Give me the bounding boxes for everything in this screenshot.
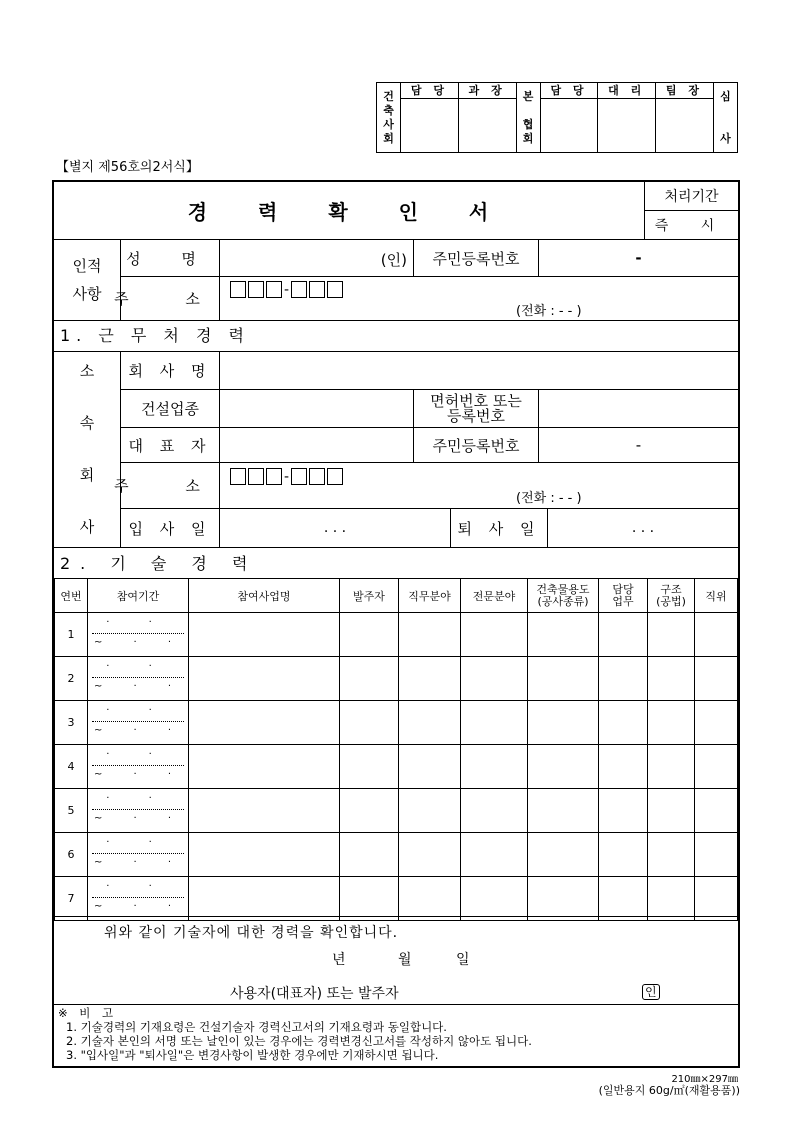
- period-start: · ·: [106, 881, 170, 892]
- address-label: 주 소: [114, 290, 226, 308]
- processing-period-label: 처리기간: [664, 189, 719, 205]
- job-field[interactable]: [399, 745, 461, 789]
- period-start: · ·: [106, 793, 170, 804]
- table-row: [55, 833, 738, 877]
- job-field[interactable]: [399, 789, 461, 833]
- participation-period-field[interactable]: [88, 833, 189, 877]
- company-address-label: 주 소: [114, 477, 226, 495]
- name-seal: (인): [380, 251, 407, 269]
- structure-field[interactable]: [648, 877, 695, 921]
- duty-field[interactable]: [599, 789, 648, 833]
- approval-header: 담 당: [401, 83, 459, 99]
- structure-field[interactable]: [648, 657, 695, 701]
- client-field[interactable]: [340, 789, 399, 833]
- period-end: ~ · ·: [94, 637, 186, 648]
- seal-icon: 인: [642, 984, 660, 1000]
- building-use-field[interactable]: [528, 789, 599, 833]
- position-field[interactable]: [695, 657, 738, 701]
- zip-dash: -: [284, 281, 290, 298]
- project-name-field[interactable]: [189, 789, 340, 833]
- confirm-seal[interactable]: [642, 982, 660, 1000]
- representative-label: 대 표 자: [128, 436, 212, 455]
- position-field[interactable]: [695, 745, 738, 789]
- building-use-field[interactable]: [528, 701, 599, 745]
- zip-code-field[interactable]: [230, 281, 345, 298]
- duty-field[interactable]: [599, 701, 648, 745]
- approval-box: [376, 82, 738, 153]
- col-header: 직무분야: [399, 579, 461, 613]
- note-item: 2. 기술자 본인의 서명 또는 날인이 있는 경우에는 경력변경신고서를 작성하지 않아도 됩니다.: [66, 1034, 532, 1048]
- section1-title: 1. 근 무 처 경 력: [60, 326, 250, 345]
- col-header: 건축물용도 (공사종류): [528, 579, 599, 613]
- col-header: 발주자: [340, 579, 399, 613]
- period-start: · ·: [106, 705, 170, 716]
- career-confirmation-form: [52, 180, 740, 1068]
- client-field[interactable]: [340, 877, 399, 921]
- company-side-char: 사: [79, 517, 95, 536]
- position-field[interactable]: [695, 877, 738, 921]
- paper-size: 210㎜×297㎜: [671, 1074, 738, 1085]
- building-use-field[interactable]: [528, 657, 599, 701]
- duty-field[interactable]: [599, 877, 648, 921]
- building-use-field[interactable]: [528, 833, 599, 877]
- approval-sign-cell[interactable]: [656, 99, 714, 153]
- personal-label-line2: 사항: [72, 285, 102, 303]
- building-use-field[interactable]: [528, 877, 599, 921]
- approval-sign-cell[interactable]: [458, 99, 516, 153]
- client-field[interactable]: [340, 701, 399, 745]
- license-label-line1: 면허번호 또는: [430, 391, 522, 410]
- period-start: · ·: [106, 749, 170, 760]
- join-date-label: 입 사 일: [128, 519, 212, 538]
- company-name-field[interactable]: [220, 352, 738, 389]
- project-name-field[interactable]: [189, 745, 340, 789]
- approval-header: 팀 장: [656, 83, 714, 99]
- col-header: 전문분야: [461, 579, 528, 613]
- col-header: 직위: [695, 579, 738, 613]
- rep-rrn-label: 주민등록번호: [432, 436, 520, 455]
- col-header: 연번: [55, 579, 88, 613]
- project-name-field[interactable]: [189, 877, 340, 921]
- approval-header: 대 리: [598, 83, 656, 99]
- note-item: 1. 기술경력의 기재요령은 건설기술자 경력신고서의 기재요령과 동일합니다.: [66, 1020, 447, 1034]
- specialty-field[interactable]: [461, 789, 528, 833]
- company-side-char: 속: [79, 413, 95, 432]
- approval-group-left: 건 축 사 회: [377, 83, 401, 153]
- row-number: 1: [55, 613, 88, 657]
- row-number: 2: [55, 657, 88, 701]
- personal-label-line1: 인적: [72, 257, 102, 275]
- col-header: 담당 업무: [599, 579, 648, 613]
- company-side-char: 소: [79, 361, 95, 380]
- period-end: ~ · ·: [94, 681, 186, 692]
- confirm-day[interactable]: 일: [456, 952, 470, 968]
- client-field[interactable]: [340, 745, 399, 789]
- table-row: [55, 877, 738, 921]
- rrn-field[interactable]: -: [635, 249, 642, 267]
- section2-title: 2. 기 술 경 력: [60, 554, 258, 573]
- specialty-field[interactable]: [461, 701, 528, 745]
- specialty-field[interactable]: [461, 657, 528, 701]
- note-item: 3. "입사일"과 "퇴사일"은 변경사항이 발생한 경우에만 기재하시면 됩니다.: [66, 1048, 439, 1062]
- building-use-field[interactable]: [528, 613, 599, 657]
- industry-label: 건설업종: [141, 400, 199, 418]
- approval-header: 담 당: [540, 83, 598, 99]
- structure-field[interactable]: [648, 701, 695, 745]
- company-side-char: 회: [79, 465, 95, 484]
- project-name-field[interactable]: [189, 833, 340, 877]
- rrn-label: 주민등록번호: [432, 249, 520, 268]
- table-row: [55, 745, 738, 789]
- approval-sign-cell[interactable]: [401, 99, 459, 153]
- page-title: 경 력 확 인 서: [187, 200, 511, 224]
- specialty-field[interactable]: [461, 877, 528, 921]
- row-number: 6: [55, 833, 88, 877]
- name-label: 성 명: [126, 249, 214, 268]
- col-header: 구조 (공법): [648, 579, 695, 613]
- participation-period-field[interactable]: [88, 657, 189, 701]
- confirm-month[interactable]: 월: [398, 952, 412, 968]
- participation-period-field[interactable]: [88, 613, 189, 657]
- structure-field[interactable]: [648, 789, 695, 833]
- notes-heading: ※ 비 고: [58, 1006, 118, 1020]
- row-number: 5: [55, 789, 88, 833]
- participation-period-field[interactable]: [88, 789, 189, 833]
- period-end: ~ · ·: [94, 901, 186, 912]
- client-field[interactable]: [340, 657, 399, 701]
- approval-group-right: 심 사: [713, 83, 737, 153]
- participation-period-field[interactable]: [88, 745, 189, 789]
- building-use-field[interactable]: [528, 745, 599, 789]
- notes: [58, 1006, 532, 1062]
- period-end: ~ · ·: [94, 857, 186, 868]
- client-field[interactable]: [340, 613, 399, 657]
- col-header: 참여사업명: [189, 579, 340, 613]
- job-field[interactable]: [399, 701, 461, 745]
- position-field[interactable]: [695, 701, 738, 745]
- specialty-field[interactable]: [461, 833, 528, 877]
- project-name-field[interactable]: [189, 657, 340, 701]
- approval-sign-cell[interactable]: [598, 99, 656, 153]
- row-number: 7: [55, 877, 88, 921]
- row-number: 4: [55, 745, 88, 789]
- period-end: ~ · ·: [94, 813, 186, 824]
- job-field[interactable]: [399, 657, 461, 701]
- job-field[interactable]: [399, 877, 461, 921]
- zip-dash: -: [284, 468, 290, 485]
- table-row: [55, 657, 738, 701]
- table-row: [55, 701, 738, 745]
- join-date-field[interactable]: . . .: [323, 520, 347, 536]
- structure-field[interactable]: [648, 745, 695, 789]
- table-row: [55, 789, 738, 833]
- period-end: ~ · ·: [94, 769, 186, 780]
- phone-field[interactable]: (전화 : - - ): [516, 304, 582, 319]
- position-field[interactable]: [695, 789, 738, 833]
- processing-period-value: 즉 시: [654, 218, 729, 234]
- project-name-field[interactable]: [189, 701, 340, 745]
- company-zip-field[interactable]: [230, 468, 345, 485]
- period-start: · ·: [106, 617, 170, 628]
- approval-sign-cell[interactable]: [540, 99, 598, 153]
- structure-field[interactable]: [648, 833, 695, 877]
- specialty-field[interactable]: [461, 613, 528, 657]
- confirm-statement: 위와 같이 기술자에 대한 경력을 확인합니다.: [104, 925, 399, 941]
- job-field[interactable]: [399, 833, 461, 877]
- position-field[interactable]: [695, 833, 738, 877]
- period-start: · ·: [106, 837, 170, 848]
- rep-rrn-field[interactable]: -: [635, 436, 642, 454]
- job-field[interactable]: [399, 613, 461, 657]
- period-end: ~ · ·: [94, 725, 186, 736]
- form-reference: 【별지 제56호의2서식】: [56, 160, 199, 175]
- participation-period-field[interactable]: [88, 877, 189, 921]
- confirm-signer: 사용자(대표자) 또는 발주자: [230, 986, 399, 1002]
- client-field[interactable]: [340, 833, 399, 877]
- specialty-field[interactable]: [461, 745, 528, 789]
- leave-date-label: 퇴 사 일: [457, 519, 541, 538]
- license-label: [414, 390, 538, 427]
- technical-career-table: [54, 578, 738, 921]
- company-phone-field[interactable]: (전화 : - - ): [516, 491, 582, 506]
- company-name-label: 회 사 명: [128, 362, 212, 380]
- name-field[interactable]: [220, 240, 413, 276]
- duty-field[interactable]: [599, 657, 648, 701]
- structure-field[interactable]: [648, 613, 695, 657]
- participation-period-field[interactable]: [88, 701, 189, 745]
- table-row: [55, 613, 738, 657]
- duty-field[interactable]: [599, 833, 648, 877]
- license-label-line2: 등록번호: [447, 406, 505, 425]
- confirm-year[interactable]: 년: [332, 952, 346, 968]
- row-number: 3: [55, 701, 88, 745]
- personal-section-label: [54, 240, 120, 320]
- duty-field[interactable]: [599, 613, 648, 657]
- duty-field[interactable]: [599, 745, 648, 789]
- project-name-field[interactable]: [189, 613, 340, 657]
- position-field[interactable]: [695, 613, 738, 657]
- approval-header: 과 장: [458, 83, 516, 99]
- col-header: 참여기간: [88, 579, 189, 613]
- leave-date-field[interactable]: . . .: [631, 520, 655, 536]
- approval-group-mid: 본 협 회: [516, 83, 540, 153]
- paper-spec: (일반용지 60g/㎡(재활용품)): [598, 1084, 740, 1097]
- period-start: · ·: [106, 661, 170, 672]
